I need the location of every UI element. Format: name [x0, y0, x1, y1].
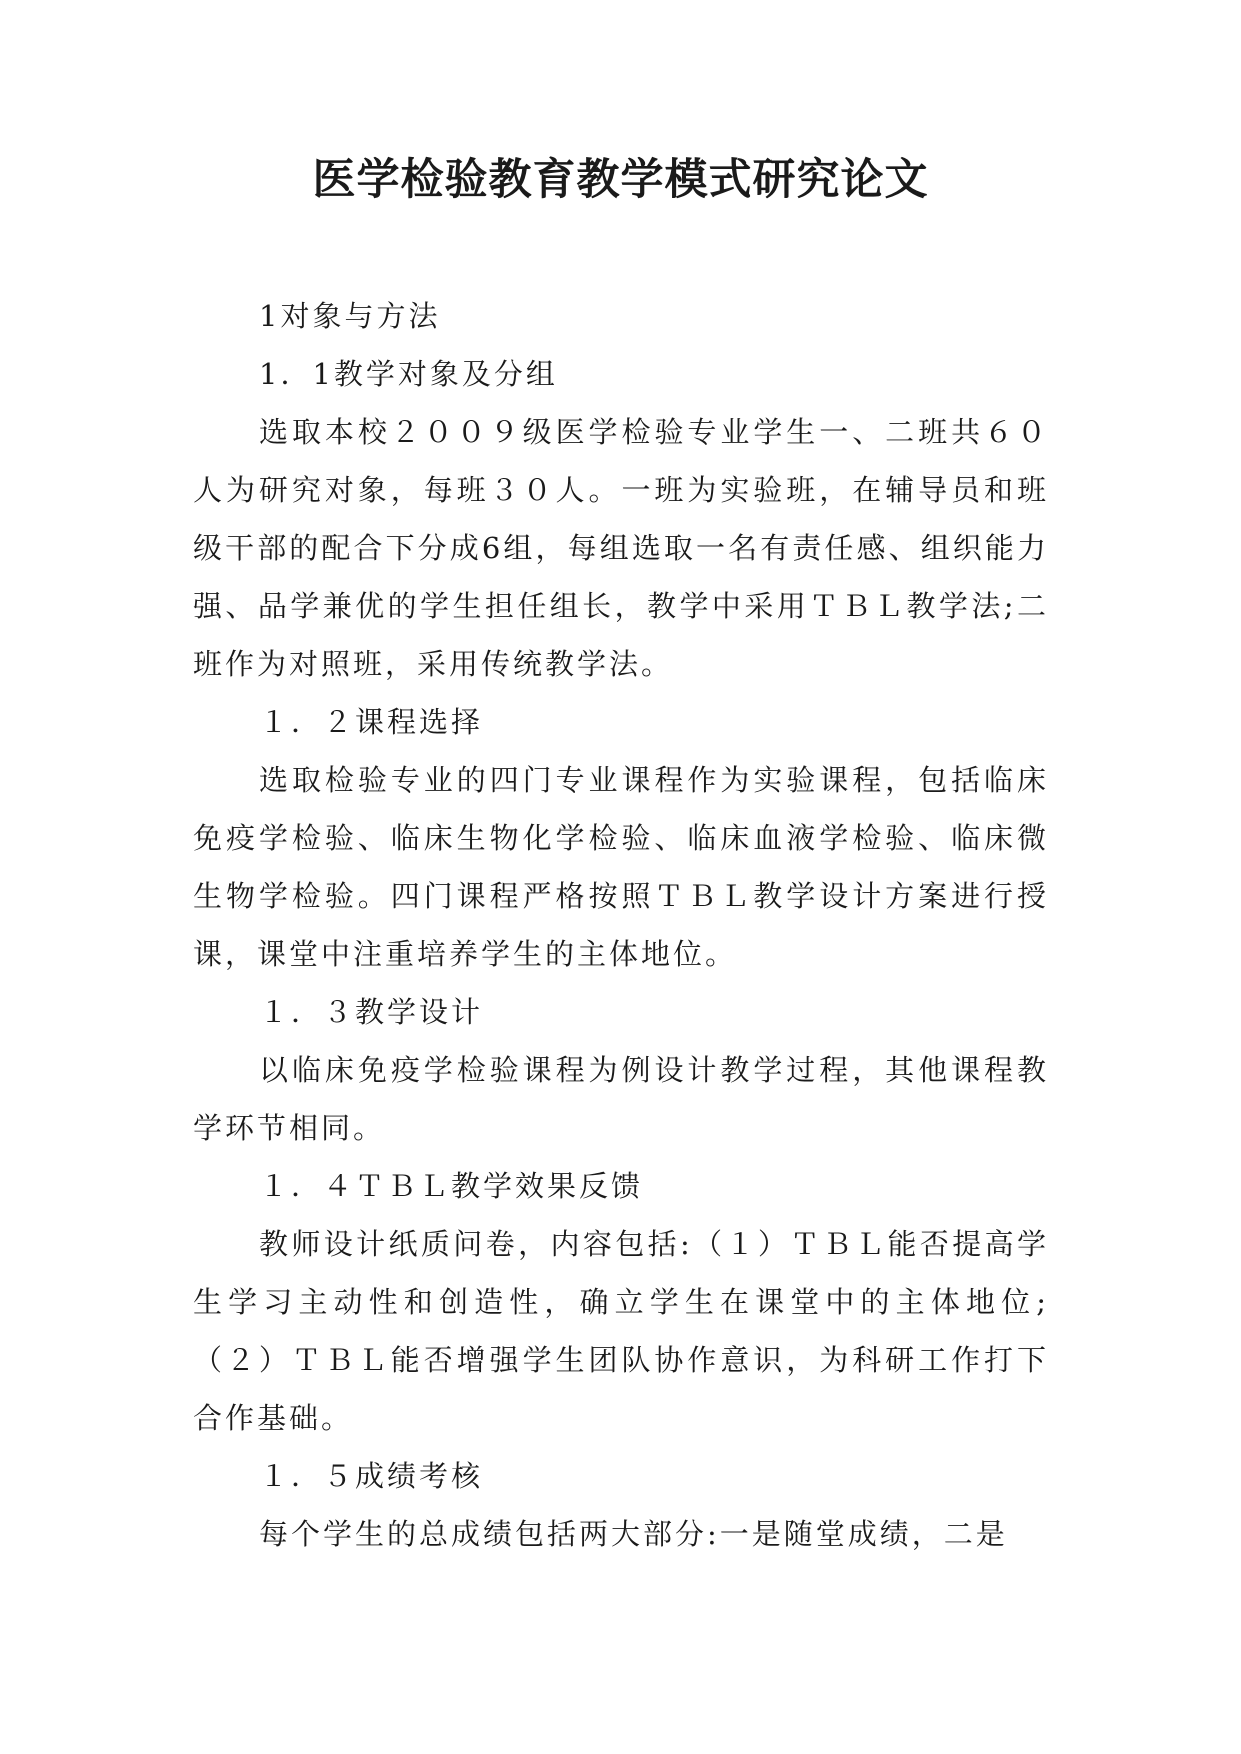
- document-title: 医学检验教育教学模式研究论文: [312, 155, 929, 205]
- subsection-heading: １．２课程选择: [259, 705, 484, 739]
- subsection-heading: １．３教学设计: [259, 995, 484, 1029]
- paragraph: 以临床免疫学检验课程为例设计教学过程，其他课程教学环节相同。: [193, 1053, 1049, 1145]
- paragraph: 选取本校２００９级医学检验专业学生一、二班共６０人为研究对象，每班３０人。一班为实验班，在辅导员和班级干部的配合下分成6组，每组选取一名有责任感、组织能力强、品学兼优的学生担任组长，教学中采用ＴＢＬ教学法;二班作为对照班，采用传统教学法。: [193, 415, 1049, 681]
- subsection-heading: １．５成绩考核: [259, 1459, 484, 1493]
- document-body: [193, 287, 1049, 1563]
- paragraph: 选取检验专业的四门专业课程作为实验课程，包括临床免疫学检验、临床生物化学检验、临床血液学检验、临床微生物学检验。四门课程严格按照ＴＢＬ教学设计方案进行授课，课堂中注重培养学生的主体地位。: [193, 763, 1049, 971]
- section-heading: 1对象与方法: [259, 299, 441, 333]
- paragraph: 每个学生的总成绩包括两大部分:一是随堂成绩，二是: [259, 1517, 1008, 1551]
- subsection-heading: 1．1教学对象及分组: [259, 357, 558, 391]
- paragraph: 教师设计纸质问卷，内容包括:（１）ＴＢＬ能否提高学生学习主动性和创造性，确立学生在课堂中的主体地位;（２）ＴＢＬ能否增强学生团队协作意识，为科研工作打下合作基础。: [193, 1227, 1049, 1435]
- subsection-heading: １．４ＴＢＬ教学效果反馈: [259, 1169, 644, 1203]
